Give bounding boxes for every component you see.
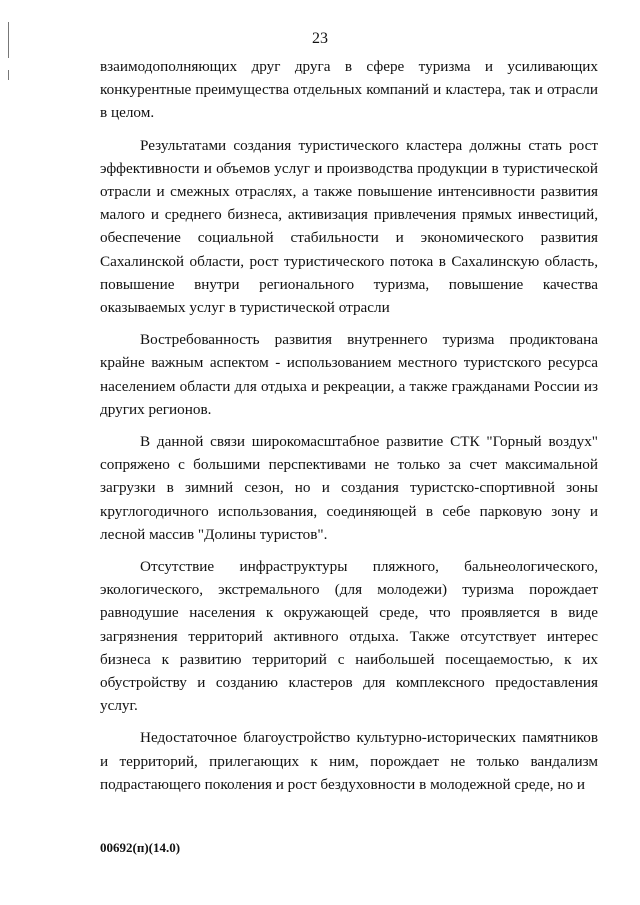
paragraph-monuments: Недостаточное благоустройство культурно-исторических памятников и территорий, прилегающих к ним, порождает не только вандализм подрастающего поколения и рост бездуховности в молодежной среде, но и bbox=[100, 729, 598, 793]
paragraph-domestic-tourism: Востребованность развития внутреннего туризма продиктована крайне важным аспектом - использованием местного туристского ресурса населением области для отдыха и рекреации, а также гражданами России из других регионов. bbox=[100, 331, 598, 418]
margin-binding-mark bbox=[8, 70, 9, 80]
paragraph-cluster-results: Результатами создания туристического кластера должны стать рост эффективности и объемов услуг и производства продукции в туристической отрасли и смежных отраслях, а также повышение интенсивности развития малого и среднего бизнеса, активизация привлечения прямых инвестиций, обеспечение социальной стабильности и экономического развития Сахалинской области, рост туристического потока в Сахалинскую область, повышение внутри регионального туризма, повышение качества оказываемых услуг в туристической отрасли bbox=[100, 136, 598, 317]
page-number: 23 bbox=[312, 30, 328, 47]
paragraph-continuation: взаимодополняющих друг друга в сфере туризма и усиливающих конкурентные преимущества отдельных компаний и кластера, так и отрасли в целом. bbox=[100, 58, 598, 122]
document-body bbox=[100, 55, 598, 805]
document-code: 00692(п)(14.0) bbox=[100, 840, 181, 855]
paragraph-infrastructure: Отсутствие инфраструктуры пляжного, бальнеологического, экологического, экстремального (для молодежи) туризма порождает равнодушие населения к окружающей среде, что проявляется в виде загрязнения территорий активного отдыха. Также отсутствует интерес бизнеса к развитию территорий с наибольшей посещаемостью, к их обустройству и созданию кластеров для комплексного предоставления услуг. bbox=[100, 558, 598, 715]
paragraph-gorny-vozdukh: В данной связи широкомасштабное развитие СТК "Горный воздух" сопряжено с большими перспективами не только за счет максимальной загрузки в зимний сезон, но и создания туристско-спортивной зоны круглогодичного использования, соединяющей в себе парковую зону и лесной массив "Долины туристов". bbox=[100, 433, 598, 543]
